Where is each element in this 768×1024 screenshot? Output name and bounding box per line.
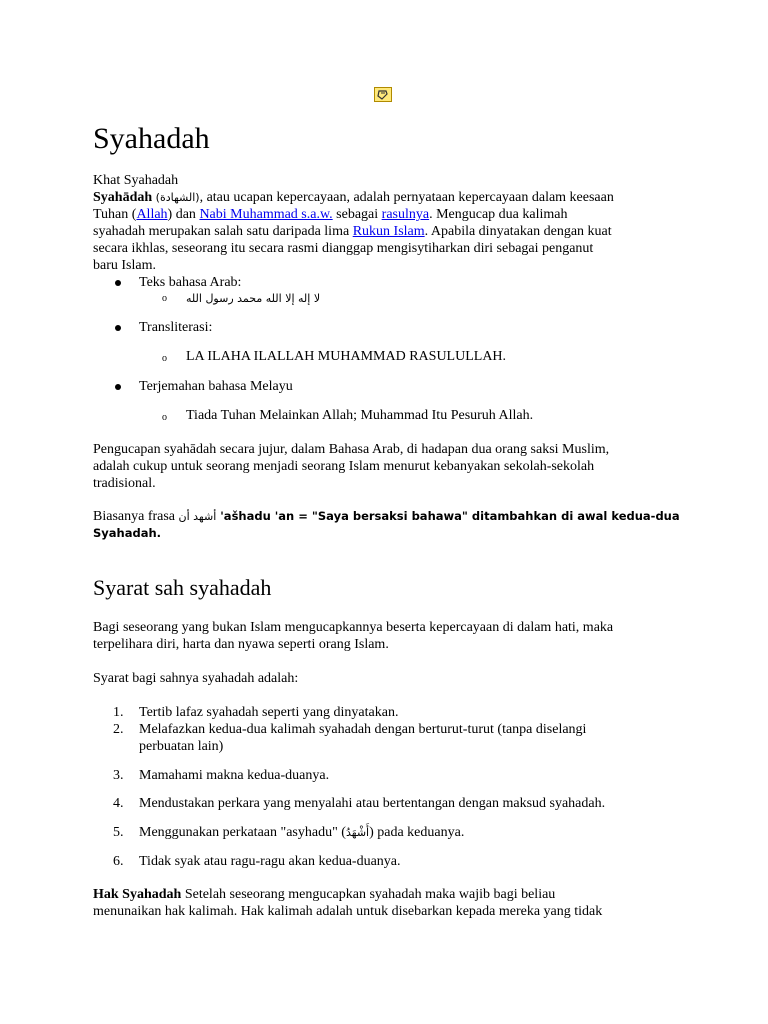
bullet [115, 325, 121, 331]
intro-line-2: Tuhan (Allah) dan Nabi Muhammad s.a.w. sebagai rasulnya. Mengucap dua kalimah [93, 207, 568, 222]
bullet [115, 384, 121, 390]
link-rasulnya[interactable]: rasulnya [381, 207, 430, 222]
hak-line-1: Hak Syahadah Setelah seseorang mengucapkan syahadah maka wajib bagi beliau [93, 887, 556, 902]
link-rukun-islam[interactable]: Rukun Islam [352, 224, 425, 239]
para3-line-2: Syahadah. [93, 526, 162, 540]
bullet [115, 280, 121, 286]
arabic-syahadah: لا إله إلا الله محمد رسول الله [186, 292, 321, 305]
list-item-translation: Terjemahan bahasa Melayu [139, 379, 293, 394]
sub-bullet: o [162, 353, 167, 364]
intro-line-3: syahadah merupakan salah satu daripada lima Rukun Islam. Apabila dinyatakan dengan kuat [93, 224, 612, 239]
sub-bullet: o [162, 412, 167, 423]
list-number: 3. [113, 768, 124, 783]
asyhadu-arabic: أَشْهَدُ [345, 826, 370, 839]
broken-image-icon [374, 87, 392, 102]
syarat-item-5: Menggunakan perkataan "asyhadu" (أَشْهَدُ) pada keduanya. [139, 825, 465, 840]
transliteration-text: LA ILAHA ILALLAH MUHAMMAD RASULULLAH. [186, 349, 507, 364]
syarat-item-3: Mamahami makna kedua-duanya. [139, 768, 330, 783]
image-caption: Khat Syahadah [93, 173, 179, 188]
list-number: 2. [113, 722, 124, 737]
syarat-item-2: Melafazkan kedua-dua kalimah syahadah dengan berturut-turut (tanpa diselangi [139, 722, 587, 737]
hak-line-2: menunaikan hak kalimah. Hak kalimah adalah untuk disebarkan kepada mereka yang tidak [93, 904, 603, 919]
syarat-item-6: Tidak syak atau ragu-ragu akan kedua-duanya. [139, 854, 401, 869]
list-item-transliteration: Transliterasi: [139, 320, 213, 335]
section-heading-syarat: Syarat sah syahadah [93, 575, 272, 600]
syarat-p1-line-2: terpelihara diri, harta dan nyawa seperti orang Islam. [93, 637, 389, 652]
list-number: 1. [113, 705, 124, 720]
para2-line-1: Pengucapan syahādah secara jujur, dalam Bahasa Arab, di hadapan dua orang saksi Muslim, [93, 442, 610, 457]
syarat-item-2-cont: perbuatan lain) [139, 739, 224, 754]
link-nabi-muhammad[interactable]: Nabi Muhammad s.a.w. [199, 207, 333, 222]
list-number: 5. [113, 825, 124, 840]
intro-term: Syahādah [93, 190, 153, 205]
hak-term: Hak Syahadah [93, 887, 182, 902]
para3-line-1: Biasanya frasa أشهد أن 'ašhadu 'an = "Saya bersaksi bahawa" ditambahkan di awal kedua-dua [93, 509, 680, 524]
list-number: 6. [113, 854, 124, 869]
sub-bullet: o [162, 293, 167, 304]
link-allah[interactable]: Allah [136, 207, 168, 222]
syarat-p2: Syarat bagi sahnya syahadah adalah: [93, 671, 299, 686]
page-title: Syahadah [93, 122, 210, 155]
list-item-arabic-text: Teks bahasa Arab: [139, 275, 242, 290]
syarat-item-4: Mendustakan perkara yang menyalahi atau bertentangan dengan maksud syahadah. [139, 796, 606, 811]
syarat-p1-line-1: Bagi seseorang yang bukan Islam mengucapkannya beserta kepercayaan di dalam hati, maka [93, 620, 614, 635]
para2-line-2: adalah cukup untuk seorang menjadi seorang Islam menurut kebanyakan sekolah-sekolah [93, 459, 595, 474]
para2-line-3: tradisional. [93, 476, 156, 491]
intro-arabic: (الشهادة) [155, 191, 200, 204]
intro-line-1: Syahādah (الشهادة), atau ucapan kepercayaan, adalah pernyataan kepercayaan dalam keesaan [93, 190, 614, 205]
intro-line-4: secara ikhlas, seseorang itu secara rasmi dianggap mengisytiharkan diri sebagai penganut [93, 241, 594, 256]
translation-text: Tiada Tuhan Melainkan Allah; Muhammad Itu Pesuruh Allah. [186, 408, 534, 423]
list-number: 4. [113, 796, 124, 811]
syarat-item-1: Tertib lafaz syahadah seperti yang dinyatakan. [139, 705, 399, 720]
intro-line-5: baru Islam. [93, 258, 156, 273]
para3-arabic: أشهد أن [178, 510, 217, 523]
